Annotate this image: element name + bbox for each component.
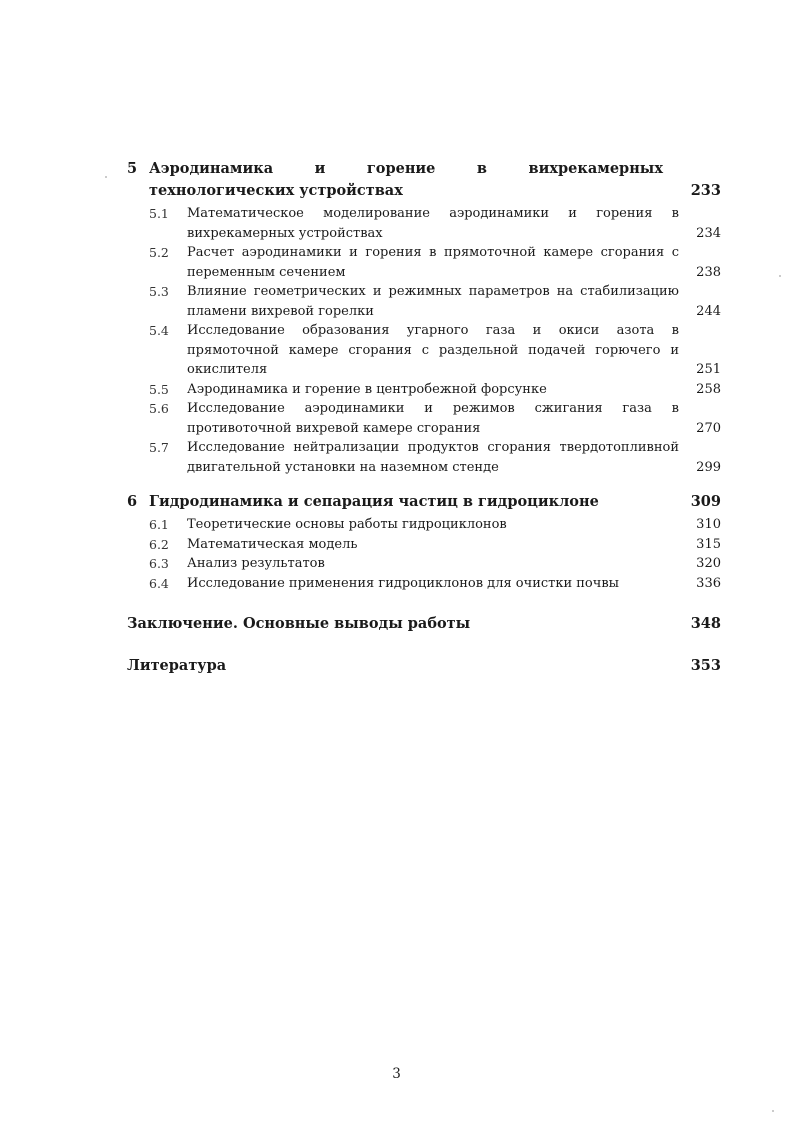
chapter-number: 6 bbox=[127, 493, 138, 510]
section-number: 5.4 bbox=[149, 323, 169, 338]
section-page: 310 bbox=[696, 517, 721, 532]
scan-speck bbox=[105, 176, 107, 178]
chapter-5-sections bbox=[127, 204, 721, 477]
section-title: Анализ результатов bbox=[187, 556, 325, 571]
section-number: 5.7 bbox=[149, 440, 169, 455]
toc-section-6-3[interactable] bbox=[127, 554, 721, 574]
scan-speck bbox=[779, 275, 781, 277]
section-title: Исследование применения гидроциклонов для очистки почвы bbox=[187, 575, 620, 591]
chapter-6-sections bbox=[127, 515, 721, 593]
section-title: Расчет аэродинамики и горения в прямоточной камере сгорания с переменным сечением bbox=[187, 245, 679, 280]
section-number: 5.3 bbox=[149, 284, 169, 299]
toc-section-6-4[interactable] bbox=[127, 574, 721, 594]
toc-section-6-2[interactable] bbox=[127, 535, 721, 555]
section-page: 299 bbox=[696, 459, 721, 475]
section-title: Исследование образования угарного газа и окиси азота в прямоточной камере сгорания с раздельной подачей горючего и окислителя bbox=[187, 323, 679, 377]
toc-conclusion[interactable] bbox=[127, 613, 721, 635]
chapter-title: Гидродинамика и сепарация частиц в гидроциклоне bbox=[149, 493, 599, 510]
section-title: Математическая модель bbox=[187, 536, 358, 552]
conclusion-title: Заключение. Основные выводы работы bbox=[127, 615, 471, 632]
spacer bbox=[127, 477, 721, 491]
section-number: 6.4 bbox=[149, 575, 169, 591]
section-number: 6.2 bbox=[149, 536, 169, 552]
literature-page: 353 bbox=[690, 657, 721, 674]
chapter-number: 5 bbox=[127, 160, 138, 177]
section-number: 5.1 bbox=[149, 206, 169, 221]
chapter-page: 309 bbox=[690, 493, 721, 510]
section-title: Теоретические основы работы гидроциклонов bbox=[187, 517, 507, 532]
scan-speck bbox=[772, 1110, 774, 1112]
toc-section-5-5[interactable] bbox=[127, 380, 721, 400]
toc-section-5-4[interactable] bbox=[127, 321, 721, 380]
chapter-page: 233 bbox=[690, 182, 721, 199]
section-page: 244 bbox=[696, 303, 721, 319]
page-number: 3 bbox=[392, 1066, 401, 1082]
section-page: 270 bbox=[696, 420, 721, 436]
section-title: Математическое моделирование аэродинамики и горения в вихрекамерных устройствах bbox=[187, 206, 679, 241]
toc-section-6-1[interactable] bbox=[127, 515, 721, 535]
toc-section-5-7[interactable] bbox=[127, 438, 721, 477]
section-number: 6.3 bbox=[149, 556, 169, 571]
section-page: 234 bbox=[696, 225, 721, 241]
section-page: 315 bbox=[696, 536, 721, 552]
toc-section-5-2[interactable] bbox=[127, 243, 721, 282]
toc-section-5-6[interactable] bbox=[127, 399, 721, 438]
toc-section-5-3[interactable] bbox=[127, 282, 721, 321]
toc-section-5-1[interactable] bbox=[127, 204, 721, 243]
section-number: 5.6 bbox=[149, 401, 169, 416]
section-page: 251 bbox=[696, 362, 721, 377]
literature-title: Литература bbox=[127, 657, 227, 674]
chapter-title: Аэродинамика и горение в вихрекамерных технологических устройствах bbox=[149, 160, 663, 199]
section-number: 5.5 bbox=[149, 381, 169, 397]
toc-chapter-5[interactable] bbox=[127, 158, 721, 202]
section-page: 336 bbox=[696, 575, 721, 591]
section-title: Исследование нейтрализации продуктов сгорания твердотопливной двигательной установки на наземном стенде bbox=[187, 440, 679, 475]
spacer bbox=[127, 635, 721, 655]
toc-chapter-6[interactable] bbox=[127, 491, 721, 513]
section-number: 6.1 bbox=[149, 517, 169, 532]
section-page: 238 bbox=[696, 264, 721, 280]
section-page: 258 bbox=[696, 381, 721, 397]
table-of-contents bbox=[127, 158, 721, 677]
section-title: Влияние геометрических и режимных параметров на стабилизацию пламени вихревой горелки bbox=[187, 284, 679, 319]
spacer bbox=[127, 593, 721, 613]
section-number: 5.2 bbox=[149, 245, 169, 260]
toc-literature[interactable] bbox=[127, 655, 721, 677]
section-title: Исследование аэродинамики и режимов сжигания газа в противоточной вихревой камере сгорания bbox=[187, 401, 679, 436]
conclusion-page: 348 bbox=[690, 615, 721, 632]
section-title: Аэродинамика и горение в центробежной форсунке bbox=[187, 381, 547, 397]
section-page: 320 bbox=[696, 556, 721, 571]
